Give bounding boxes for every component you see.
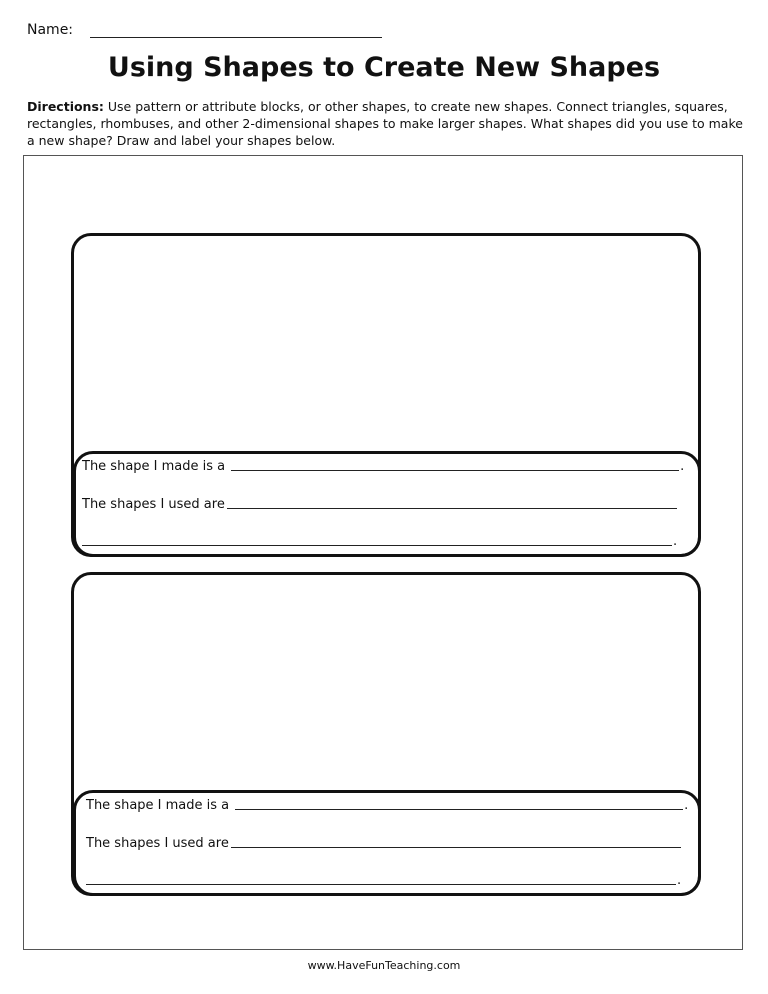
- shape-made-line-1: [82, 459, 684, 474]
- answer-box-2: [73, 790, 701, 896]
- name-write-line[interactable]: [90, 37, 382, 38]
- shapes-used-line-2: [86, 836, 681, 851]
- extra-blank-2[interactable]: [86, 884, 676, 885]
- shapes-used-label-1: The shapes I used are: [82, 497, 225, 512]
- shape-made-period-1: .: [680, 459, 685, 474]
- shapes-used-line-1: [82, 497, 677, 512]
- extra-line-2: [86, 873, 681, 888]
- name-label: Name:: [27, 22, 74, 38]
- shapes-used-blank-2[interactable]: [231, 847, 681, 848]
- footer-site: www.HaveFunTeaching.com: [307, 959, 461, 972]
- shape-made-label-1: The shape I made is a: [82, 459, 226, 474]
- shapes-used-label-2: The shapes I used are: [86, 836, 229, 851]
- shape-made-blank-2[interactable]: [235, 809, 683, 810]
- extra-line-1: [82, 534, 677, 549]
- worksheet-title: Using Shapes to Create New Shapes: [107, 52, 661, 83]
- directions: [27, 98, 743, 149]
- answer-box-1: [73, 451, 701, 557]
- shape-made-line-2: [86, 798, 688, 813]
- extra-blank-1[interactable]: [82, 545, 672, 546]
- shapes-used-blank-1[interactable]: [227, 508, 677, 509]
- extra-period-1: .: [673, 534, 678, 549]
- directions-label: Directions:: [27, 99, 104, 114]
- shape-made-period-2: .: [684, 798, 689, 813]
- shape-made-label-2: The shape I made is a: [86, 798, 230, 813]
- directions-text: Use pattern or attribute blocks, or other shapes, to create new shapes. Connect triangles, squares, rectangles, rhombuses, and other 2-dimensional shapes to make larger shapes. What shapes did you use to make a new shape? Draw and label your shapes below.: [27, 99, 743, 148]
- extra-period-2: .: [677, 873, 682, 888]
- shape-made-blank-1[interactable]: [231, 470, 679, 471]
